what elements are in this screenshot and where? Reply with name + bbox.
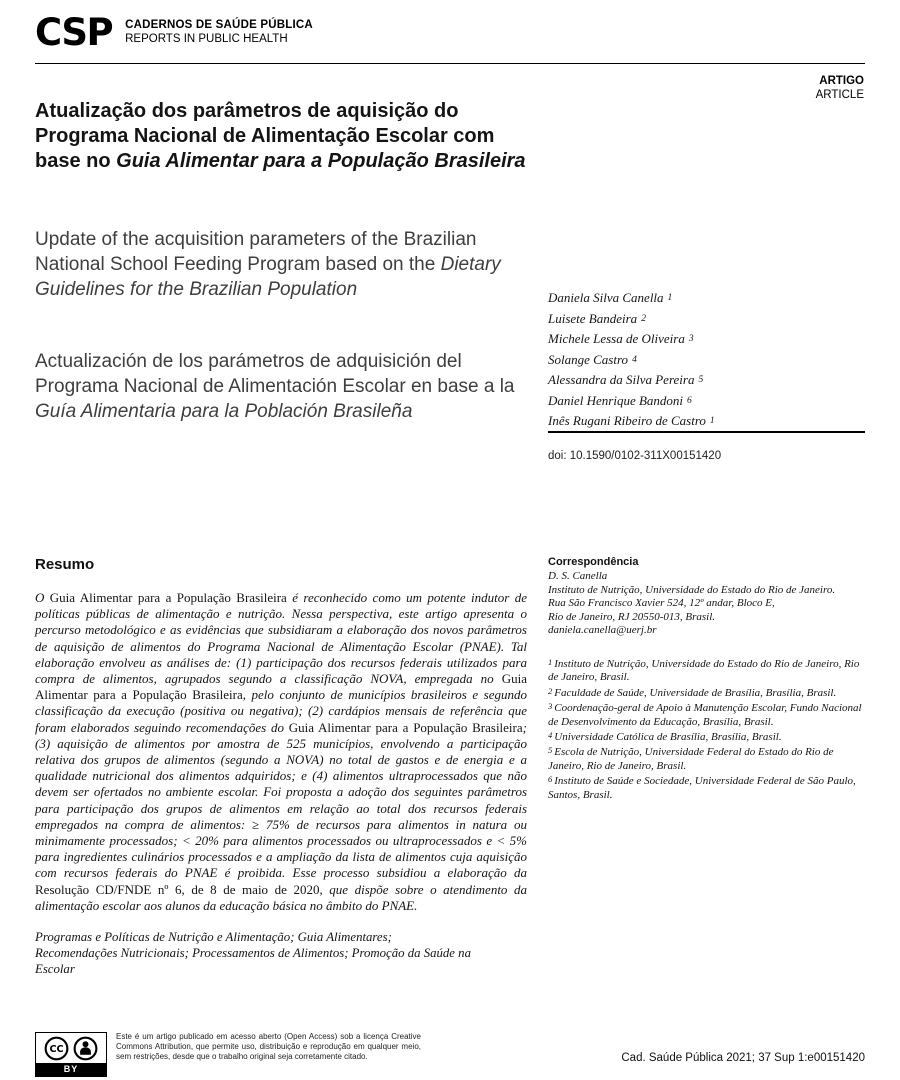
authors-rule (548, 431, 865, 433)
affiliation-number: 5 (548, 745, 553, 756)
author-affiliation-number: 1 (709, 416, 715, 426)
title-portuguese (35, 99, 540, 174)
affiliation-text: Escola de Nutrição, Universidade Federal do Estado do Rio de Janeiro, Rio de Janeiro, Brasil. (548, 746, 834, 772)
title-pt-main: Atualização dos parâmetros de aquisição do Programa Nacional de Alimentação Escolar com base no (35, 100, 495, 172)
affiliation (548, 700, 868, 729)
abstract-segment: é reconhecido como um potente indutor de políticas públicas de alimentação e nutrição. Nessa perspectiva, este artigo apresenta o percurso metodológico e as evidências que subsidiaram a elaboração dos novos parâmetros de aquisição de alimentos do Programa Nacional de Alimentação Escolar (PNAE). Tal elaboração envolveu as análises de: (1) participação dos recursos federais utilizados para compra de alimentos, agrupados segundo a classificação NOVA, empregada no (35, 590, 527, 687)
abstract-segment: , pelo conjunto de municípios brasileiros e segundo classificação da execução (positiva ou negativa); (2) cardápios mensais de referência que foram elaborados seguindo recomendações do (35, 687, 527, 735)
author (548, 350, 715, 371)
journal-subtitle: REPORTS IN PUBLIC HEALTH (125, 33, 288, 45)
title-english (35, 227, 540, 302)
affiliation-number: 4 (548, 730, 553, 740)
author-affiliation-number: 2 (641, 313, 646, 324)
svg-text:CC: CC (49, 1044, 64, 1056)
title-spanish (35, 349, 540, 424)
cc-by-label: BY (36, 1063, 106, 1076)
affiliation-text: Instituto de Saúde e Sociedade, Universidade Federal de São Paulo, Santos, Brasil. (548, 775, 856, 801)
affiliation-text: Instituto de Nutrição, Universidade do Estado do Rio de Janeiro, Rio de Janeiro, Brasil. (548, 657, 860, 684)
author (548, 309, 715, 330)
affiliation-number: 6 (548, 774, 553, 785)
author-name: Inês Rugani Ribeiro de Castro (548, 413, 706, 428)
affiliation-text: Universidade Católica de Brasília, Brasília, Brasil. (554, 731, 782, 743)
affiliation-number: 2 (548, 685, 553, 696)
author-name: Michele Lessa de Oliveira (548, 331, 685, 346)
author-name: Solange Castro (548, 351, 629, 367)
abstract-segment: Guia Alimentar para a População Brasileira (35, 671, 527, 703)
article-type-pt: ARTIGO (819, 75, 864, 87)
author-name: Daniel Henrique Bandoni (548, 392, 684, 408)
journal-citation: Cad. Saúde Pública 2021; 37 Sup 1:e00151420 (621, 1052, 865, 1064)
author-affiliation-number: 6 (687, 395, 692, 406)
correspondence-line: D. S. Canella (548, 570, 608, 582)
license-footer (35, 1032, 421, 1077)
author (548, 288, 715, 309)
license-text: Este é um artigo publicado em acesso aberto (Open Access) sob a licença Creative Commons Attribution, que permite uso, distribuição e reprodução em qualquer meio, sem restrições, desde que o trabalho original seja corretamente citado. (116, 1032, 421, 1061)
abstract-segment: ; (3) aquisição de alimentos por amostra de 525 municípios, envolvendo a participação relativa dos grupos de alimentos (segundo a NOVA) no total de gastos e de energia e a qualidade nutricional dos alimentos adquiridos; e (4) alimentos ultraprocessados que não devem ser ofertados no ambiente escolar. Foi proposta a adoção dos seguintes parâmetros para participação dos grupos de alimentos em relação ao total dos recursos federais empregados na compra de alimentos: ≥ 75% de recursos para alimentos in natura ou minimamente processados; < 20% para alimentos processados ou ultraprocessados e < 5% para ingredientes culinários processados e a ampliação da lista de alimentos cuja aquisição com recursos federais do PNAE é proibida. Esse processo subsidiou a elaboração da (35, 719, 527, 881)
article-type-en: ARTICLE (815, 89, 864, 101)
author-name: Luisete Bandeira (548, 310, 638, 326)
affiliation (548, 773, 868, 802)
affiliation-number: 3 (548, 701, 553, 712)
abstract-segment: , que dispõe sobre o atendimento da alimentação escolar aos alunos da educação básica no âmbito do PNAE. (35, 881, 527, 913)
cc-license-badge (35, 1032, 107, 1077)
author-affiliation-number: 1 (667, 293, 673, 303)
title-en-italic: Dietary Guidelines for the Brazilian Population (35, 254, 501, 300)
author-affiliation-number: 4 (632, 354, 637, 365)
author-name: Daniela Silva Canella (548, 290, 664, 305)
correspondence-line: Rio de Janeiro, RJ 20550-013, Brasil. (548, 610, 716, 623)
correspondence-line: Rua São Francisco Xavier 524, 12º andar, Bloco E, (548, 597, 775, 610)
abstract-section (35, 556, 527, 977)
affiliations-list (548, 656, 868, 802)
journal-masthead (35, 11, 313, 54)
affiliation (548, 685, 868, 700)
title-en-main: Update of the acquisition parameters of the Brazilian National School Feeding Program based on the (35, 229, 477, 275)
journal-name: CADERNOS DE SAÚDE PÚBLICA (125, 19, 313, 31)
author (548, 391, 715, 412)
title-pt-italic: Guia Alimentar para a População Brasileira (116, 150, 526, 172)
affiliation-text: Faculdade de Saúde, Universidade de Brasília, Brasília, Brasil. (554, 686, 837, 699)
author-affiliation-number: 3 (688, 334, 694, 344)
attribution-person-icon (73, 1036, 98, 1061)
affiliation-text: Coordenação-geral de Apoio à Manutenção Escolar, Fundo Nacional de Desenvolvimento da Educação, Brasília, Brasil. (548, 702, 862, 728)
correspondence-line: Instituto de Nutrição, Universidade do Estado do Rio de Janeiro. (548, 583, 836, 596)
journal-names (125, 19, 313, 45)
affiliation-number: 1 (548, 656, 553, 667)
header-rule (35, 63, 865, 64)
abstract-text (35, 590, 527, 914)
authors-list (548, 288, 715, 432)
journal-logo: CSP (35, 11, 113, 54)
affiliation (548, 656, 868, 685)
title-es-main: Actualización de los parámetros de adquisición del Programa Nacional de Alimentación Escolar en base a la (35, 351, 515, 397)
abstract-segment: O (35, 590, 50, 605)
keywords: Programas e Políticas de Nutrição e Alimentação; Guia Alimentares; Recomendações Nutricionais; Processamentos de Alimentos; Promoção da Saúde na Escolar (35, 930, 471, 977)
abstract-segment: Resolução CD/FNDE nº 6, de 8 de maio de 2020 (35, 881, 320, 897)
author (548, 370, 715, 391)
abstract-segment: Guia Alimentar para a População Brasileira (288, 719, 523, 735)
correspondence-section (548, 556, 868, 802)
author-name: Alessandra da Silva Pereira (548, 372, 695, 387)
affiliation (548, 729, 868, 744)
correspondence-heading: Correspondência (548, 556, 639, 568)
title-es-italic: Guía Alimentaria para la Población Brasileña (35, 401, 413, 422)
article-type (816, 74, 864, 102)
cc-icons (36, 1033, 106, 1063)
doi-text: doi: 10.1590/0102-311X00151420 (548, 450, 722, 462)
author-affiliation-number: 5 (698, 375, 704, 385)
author (548, 329, 715, 350)
author (548, 411, 715, 432)
abstract-heading: Resumo (35, 556, 95, 573)
cc-circle-icon (44, 1036, 69, 1061)
affiliation (548, 744, 868, 773)
abstract-segment: Guia Alimentar para a População Brasileira (49, 590, 287, 605)
correspondence-email: daniela.canella@uerj.br (548, 624, 657, 637)
